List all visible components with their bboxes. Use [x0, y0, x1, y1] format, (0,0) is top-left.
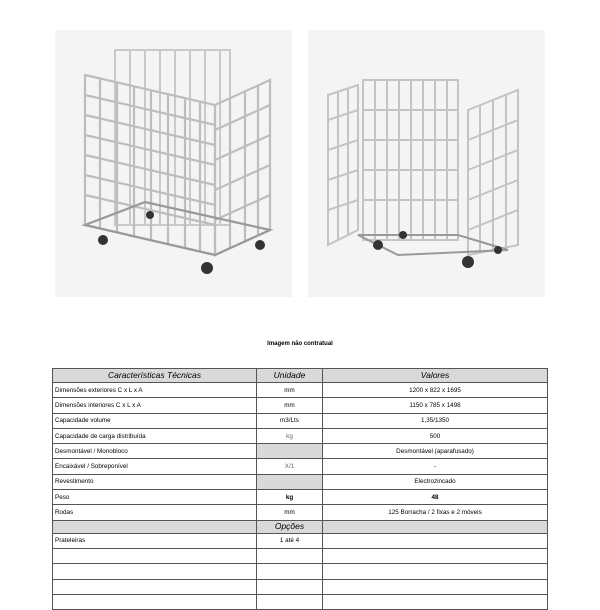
row-value: Electrozincado: [323, 474, 548, 489]
row-unit: kg: [257, 428, 323, 443]
row-label: Encaixável / Sobreponível: [53, 459, 257, 474]
row-label: [53, 594, 257, 609]
table-row: [53, 398, 548, 413]
product-photo-open: [308, 30, 545, 297]
table-row: [53, 505, 548, 520]
roll-cage-container-assembled-icon: [55, 30, 292, 297]
row-label: [53, 579, 257, 594]
row-unit: [257, 474, 323, 489]
row-value: [323, 533, 548, 548]
row-unit: mm: [257, 505, 323, 520]
table-row: [53, 533, 548, 548]
row-label: Desmontável / Monobloco: [53, 444, 257, 459]
row-value: [323, 548, 548, 563]
row-label: Rodas: [53, 505, 257, 520]
table-row: [53, 444, 548, 459]
table-row: [53, 383, 548, 398]
row-value: 48: [323, 490, 548, 505]
row-label: [53, 548, 257, 563]
row-value: [323, 594, 548, 609]
row-value: Desmontável (aparafusado): [323, 444, 548, 459]
row-unit: kg: [257, 490, 323, 505]
row-value: 500: [323, 428, 548, 443]
product-photo-assembled: [55, 30, 292, 297]
header-characteristics: Características Técnicas: [53, 369, 257, 383]
row-label: Dimensões exteriores C x L x A: [53, 383, 257, 398]
row-unit: [257, 594, 323, 609]
row-unit: [257, 548, 323, 563]
row-label: [53, 564, 257, 579]
row-unit: [257, 579, 323, 594]
row-unit: mm: [257, 383, 323, 398]
technical-specifications-table: [52, 368, 548, 610]
row-label: Capacidade volume: [53, 413, 257, 428]
header-options: Opções: [257, 520, 323, 533]
table-row: [53, 579, 548, 594]
row-value: 1200 x 822 x 1695: [323, 383, 548, 398]
row-value: 1150 x 785 x 1498: [323, 398, 548, 413]
table-header-row: [53, 369, 548, 383]
table-row: [53, 428, 548, 443]
header-values: Valores: [323, 369, 548, 383]
row-label: Revestimento: [53, 474, 257, 489]
table-row: [53, 594, 548, 609]
row-unit: 1 até 4: [257, 533, 323, 548]
row-unit: [257, 444, 323, 459]
row-unit: m3/Lts: [257, 413, 323, 428]
header-unit: Unidade: [257, 369, 323, 383]
roll-cage-container-open-side-icon: [308, 30, 545, 297]
row-label: Prateleiras: [53, 533, 257, 548]
table-row: [53, 474, 548, 489]
image-disclaimer: Imagem não contratual: [267, 341, 333, 347]
row-unit: X/1: [257, 459, 323, 474]
row-unit: mm: [257, 398, 323, 413]
table-row: [53, 459, 548, 474]
options-header-row: [53, 520, 548, 533]
table-row: [53, 490, 548, 505]
row-value: [323, 564, 548, 579]
row-label: Capacidade de carga distribuída: [53, 428, 257, 443]
row-value: 125 Borracha / 2 fixas e 2 móveis: [323, 505, 548, 520]
row-value: -: [323, 459, 548, 474]
table-row: [53, 548, 548, 563]
row-value: 1,35/1350: [323, 413, 548, 428]
row-unit: [257, 564, 323, 579]
row-label: Dimensões interiores C x L x A: [53, 398, 257, 413]
row-label: Peso: [53, 490, 257, 505]
row-value: [323, 579, 548, 594]
table-row: [53, 564, 548, 579]
table-row: [53, 413, 548, 428]
